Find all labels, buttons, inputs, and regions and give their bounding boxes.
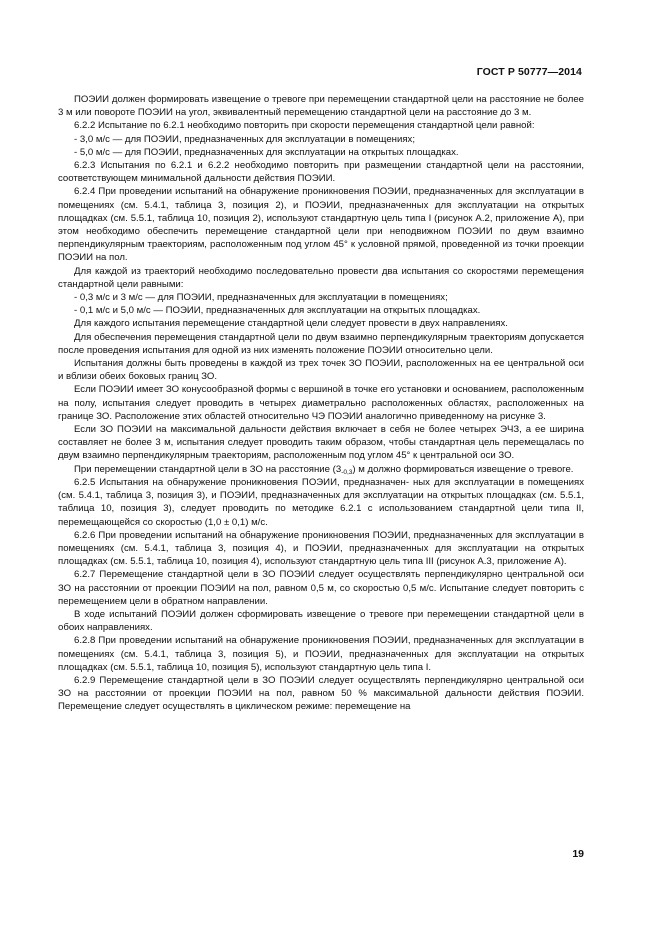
paragraph: 6.2.2 Испытание по 6.2.1 необходимо повторить при скорости перемещения стандартной цели равной: [74, 120, 535, 132]
list-item: - 0,1 м/с и 5,0 м/с — ПОЭИИ, предназначенных для эксплуатации на открытых площадках. [74, 305, 481, 317]
list-item: - 5,0 м/с — для ПОЭИИ, предназначенных для эксплуатации на открытых площадках. [74, 146, 459, 158]
paragraph: Для каждого испытания перемещение стандартной цели следует провести в двух направлениях. [74, 318, 508, 330]
paragraph: 6.2.7 Перемещение стандартной цели в ЗО ПОЭИИ следует осуществлять перпендикулярно центральной оси ЗО на расстоянии от проекции ПОЭИИ на пол, равном 0,5 м, со скоростью 0,5 м/с. Испытание следует повторить с перемещением цели в обратном направлении. [58, 569, 584, 607]
list-item: - 0,3 м/с и 3 м/с — для ПОЭИИ, предназначенных для эксплуатации в помещениях; [74, 292, 448, 304]
text-segment: При перемещении стандартной цели в ЗО на расстояние (3 [74, 463, 342, 475]
paragraph: 6.2.4 При проведении испытаний на обнаружение проникновения ПОЭИИ, предназначенных для эксплуатации в помещениях (см. 5.4.1, таблица 3, позиция 2), и ПОЭИИ, предназначенных для эксплуатации на открытых площадках (см. 5.5.1, таблица 10, позиция 2), используют стандартную цель типа I (рисунок А.2, приложение А), при этом необходимо обеспечить перемещение стандартной цели при неподвижном ПОЭИИ по двум взаимно перпендикулярным траекториям, расположенным под углом 45° к условной прямой, проведенной из точки проекции ПОЭИИ на пол. [58, 186, 584, 264]
document-code-header: ГОСТ Р 50777—2014 [476, 66, 582, 78]
paragraph: 6.2.9 Перемещение стандартной цели в ЗО ПОЭИИ следует осуществлять перпендикулярно центральной оси ЗО на расстоянии от проекции ПОЭИИ на пол, равном 50 % максимальной дальности действия ПОЭИИ. Перемещение следует осуществлять в циклическом режиме: перемещение на [58, 674, 584, 713]
paragraph: 6.2.5 Испытания на обнаружение проникновения ПОЭИИ, предназначен- ных для эксплуатации в помещениях (см. 5.4.1, таблица 3, позиция 3), и ПОЭИИ, предназначенных для эксплуатации на открытых площадках (см. 5.5.1, таблица 10, позиция 3), следует проводить по методике 6.2.1 с использованием стандартной цели типа II, перемещающейся со скоростью (1,0 ± 0,1) м/с. [58, 476, 584, 528]
paragraph: Для каждой из траекторий необходимо последовательно провести два испытания со скоростями перемещения стандартной цели равными: [58, 265, 584, 290]
paragraph: ПОЭИИ должен формировать извещение о тревоге при перемещении стандартной цели на расстояние не более 3 м или повороте ПОЭИИ на угол, эквивалентный перемещению стандартной цели на расстояние до 3 м. [58, 94, 584, 119]
paragraph-tolerance [58, 463, 584, 476]
paragraph: Если ПОЭИИ имеет ЗО конусообразной формы с вершиной в точке его установки и основанием, расположенным на полу, испытания следует проводить в четырех диаметрально расположенных областях, расположенных на границе ЗО. Расположение этих областей относительно ЧЭ ПОЭИИ аналогично приведенному на рисунке 3. [58, 384, 584, 422]
paragraph: Испытания должны быть проведены в каждой из трех точек ЗО ПОЭИИ, расположенных на ее центральной оси и вблизи обеих боковых границ ЗО. [58, 358, 584, 383]
tolerance-subscript: -0,3 [341, 468, 353, 476]
paragraph: Если ЗО ПОЭИИ на максимальной дальности действия включает в себя не более четырех ЭЧЗ, а ее ширина составляет не более 3 м, испытания следует проводить таким образом, чтобы стандартная цель перемещалась по двум взаимно перпендикулярным траекториям, расположенным под углом 45° к центральной оси ЗО. [58, 424, 584, 462]
paragraph: Для обеспечения перемещения стандартной цели по двум взаимно перпендикулярным траекториям допускается после проведения испытания для одной из них изменять положение ПОЭИИ относительно цели. [58, 331, 584, 356]
list-item: - 3,0 м/с — для ПОЭИИ, предназначенных для эксплуатации в помещениях; [74, 133, 415, 145]
document-body [58, 93, 584, 714]
paragraph: 6.2.8 При проведении испытаний на обнаружение проникновения ПОЭИИ, предназначенных для эксплуатации в помещениях (см. 5.4.1, таблица 3, позиция 5), и ПОЭИИ, предназначенных для эксплуатации на открытых площадках (см. 5.5.1, таблица 10, позиция 5), используют стандартную цель типа I. [58, 635, 584, 673]
text-segment: ) м должно формироваться извещение о тревоге. [352, 463, 574, 475]
paragraph: 6.2.6 При проведении испытаний на обнаружение проникновения ПОЭИИ, предназначенных для эксплуатации в помещениях (см. 5.4.1, таблица 3, позиция 4), и ПОЭИИ, предназначенных для эксплуатации на открытых площадках (см. 5.5.1, таблица 10, позиция 4), используют стандартную цель типа III (рисунок А.3, приложение А). [58, 529, 584, 568]
paragraph: В ходе испытаний ПОЭИИ должен сформировать извещение о тревоге при перемещении стандартной цели в обоих направлениях. [58, 608, 584, 634]
paragraph: 6.2.3 Испытания по 6.2.1 и 6.2.2 необходимо повторить при размещении стандартной цели на расстоянии, соответствующем минимальной дальности действия ПОЭИИ. [58, 160, 584, 185]
page-number: 19 [572, 848, 584, 860]
